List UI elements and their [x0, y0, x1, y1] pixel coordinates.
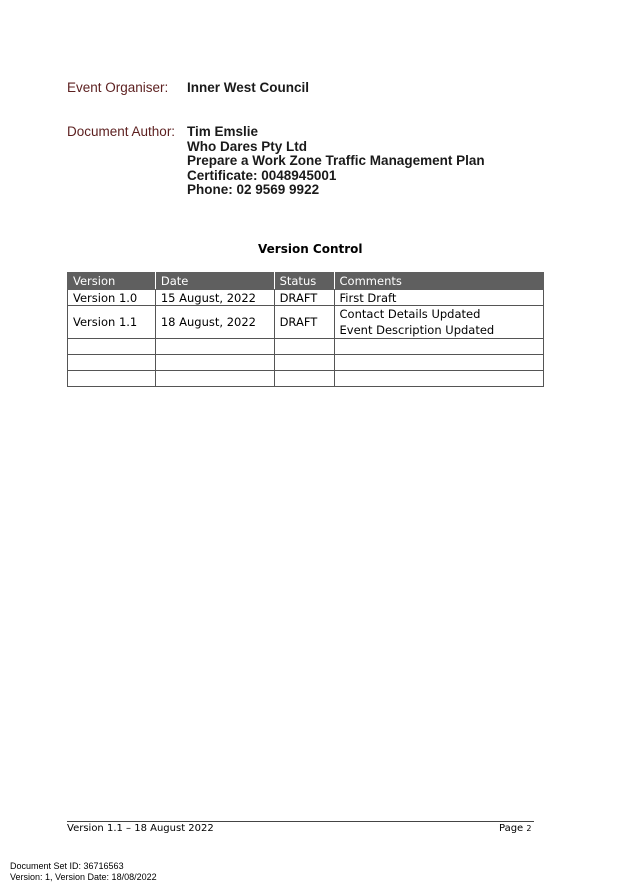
page-number: 2: [526, 824, 532, 833]
footer-page: [499, 823, 532, 834]
cell-status: DRAFT: [274, 306, 334, 339]
cell-comments: First Draft: [334, 290, 543, 306]
column-header-comments: Comments: [334, 273, 543, 290]
cell-date: 18 August, 2022: [155, 306, 274, 339]
cell-version: Version 1.0: [68, 290, 156, 306]
author-label: Document Author:: [67, 124, 176, 139]
footer-divider: [67, 821, 534, 822]
column-header-status: Status: [274, 273, 334, 290]
organiser-value: Inner West Council: [187, 80, 310, 95]
doc-id-line: Document Set ID: 36716563: [10, 861, 124, 871]
table-header-row: [68, 273, 544, 290]
cell-status: DRAFT: [274, 290, 334, 306]
comment-line: Contact Details Updated: [339, 307, 481, 321]
table-row: [68, 290, 544, 306]
column-header-date: Date: [155, 273, 274, 290]
cell-version: Version 1.1: [68, 306, 156, 339]
author-certificate: Certificate: 0048945001: [187, 167, 337, 183]
author-role: Prepare a Work Zone Traffic Management Plan: [187, 153, 485, 168]
organiser-label: Event Organiser:: [67, 80, 169, 95]
page-label: Page: [499, 823, 524, 834]
author-block: [187, 125, 485, 198]
version-control-title: Version Control: [258, 242, 363, 256]
document-set-id: [10, 861, 157, 883]
author-phone: Phone: 02 9569 9922: [187, 182, 320, 197]
doc-version-line: Version: 1, Version Date: 18/08/2022: [10, 872, 157, 882]
table-row-empty: [68, 371, 544, 387]
column-header-version: Version: [68, 273, 156, 290]
table-row-empty: [68, 355, 544, 371]
table-row-empty: [68, 339, 544, 355]
table-row: [68, 306, 544, 339]
version-control-table: [67, 272, 544, 387]
author-name: Tim Emslie: [187, 124, 259, 139]
author-company: Who Dares Pty Ltd: [187, 138, 308, 154]
footer-version: Version 1.1 – 18 August 2022: [67, 823, 214, 834]
cell-date: 15 August, 2022: [155, 290, 274, 306]
cell-comments: [334, 306, 543, 339]
comment-line: Event Description Updated: [339, 323, 495, 337]
